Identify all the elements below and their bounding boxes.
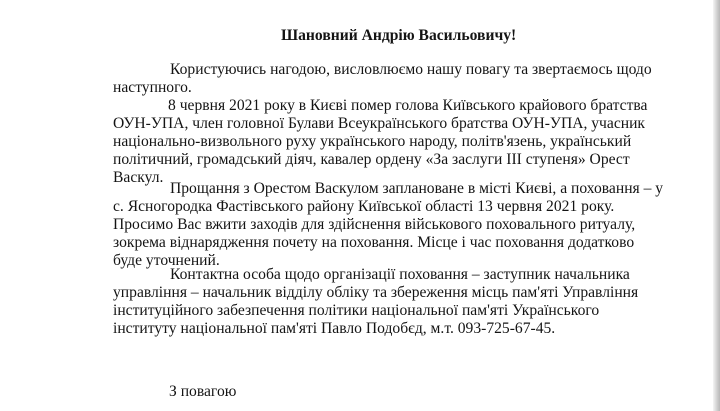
paragraph-4-line-3: інституційного забезпечення політики національної пам'яті Українського [113, 302, 600, 319]
closing: З повагою [169, 383, 237, 400]
paragraph-4-line-2: управління – начальник відділу обліку та збереження місць пам'яті Управління [113, 284, 639, 301]
paragraph-3-line-5: буде уточнений. [113, 252, 220, 269]
paragraph-3-line-1: Прощання з Орестом Васкулом заплановане в місті Києві, а поховання – у [170, 180, 664, 197]
paragraph-1-line-2: наступного. [113, 79, 192, 96]
paragraph-3-line-4: зокрема віднарядження почету на поховання. Місце і час поховання додатково [113, 234, 635, 251]
paragraph-2-line-5: Васкул. [113, 169, 164, 186]
paragraph-3-line-3: Просимо Вас вжити заходів для здійснення військового поховального ритуалу, [113, 216, 636, 233]
paragraph-2-line-1: 8 червня 2021 року в Києві помер голова Київського крайового братства [168, 97, 648, 114]
paragraph-1-line-1: Користуючись нагодою, висловлюємо нашу повагу та звертаємось щодо [170, 61, 652, 78]
salutation: Шановний Андрію Васильовичу! [281, 27, 517, 44]
paragraph-4-line-1: Контактна особа щодо організації поховання – заступник начальника [170, 266, 630, 283]
paragraph-4-line-4: інституту національної пам'яті Павло Подобєд, м.т. 093-725-67-45. [113, 320, 556, 337]
paragraph-2-line-2: ОУН-УПА, член головної Булави Всеукраїнського братства ОУН-УПА, учасник [113, 115, 646, 132]
paragraph-3-line-2: с. Ясногородка Фастівського району Київської області 13 червня 2021 року. [113, 198, 615, 215]
page-edge-shadow [713, 0, 720, 411]
paragraph-2-line-3: національно-визвольного руху українського народу, політв'язень, український [113, 133, 632, 150]
paragraph-2-line-4: політичний, громадський діяч, кавалер ордену «За заслуги ІІІ ступеня» Орест [113, 151, 630, 168]
